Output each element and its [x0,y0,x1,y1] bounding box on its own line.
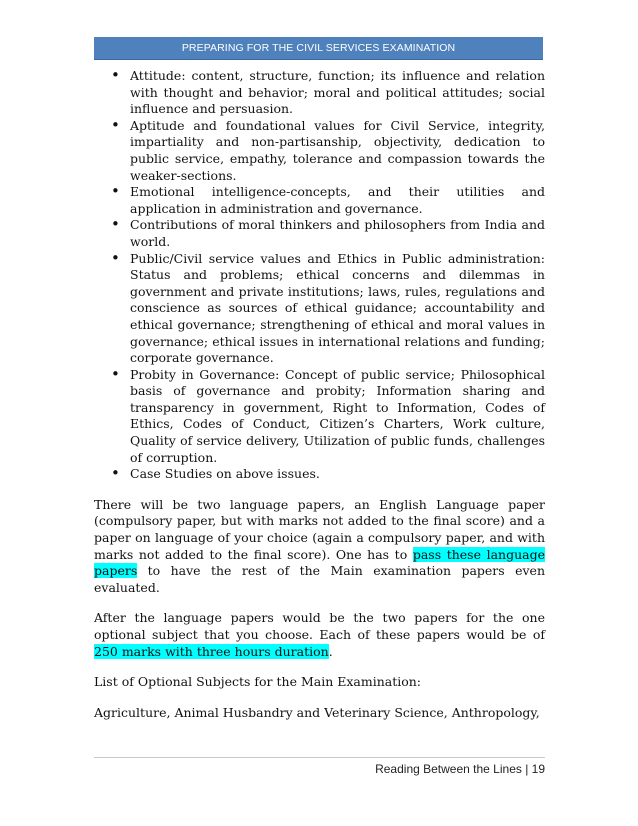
paragraph-text: . [328,643,333,659]
bullet-item: • Emotional intelligence-concepts, and their utilities and application in administration and governance. [94,184,545,217]
page-footer: Reading Between the Lines | 19 [375,762,545,776]
optional-papers-paragraph [94,610,545,660]
language-papers-paragraph [94,497,545,597]
bullet-item: • Public/Civil service values and Ethics in Public administration: Status and problems; ethical concerns and dilemmas in government and private institutions; laws, rules, regulations and conscience as sources of ethical guidance; accountability and ethical governance; strengthening of ethical and moral values in governance; ethical issues in international relations and funding; corporate governance. [94,251,545,367]
optional-subjects-heading: List of Optional Subjects for the Main Examination: [94,674,422,690]
optional-subjects-list: Agriculture, Animal Husbandry and Veterinary Science, Anthropology, [94,704,540,720]
paragraph-text: After the language papers would be the two papers for the one optional subject that you choose. Each of these papers would be of [94,610,545,642]
paragraph-text: There will be two language papers, an English Language paper (compulsory paper, but with marks not added to the final score) and a paper on language of your choice (again a compulsory paper, and with marks not added to the final score). One has to [94,496,545,562]
bullet-item: • Attitude: content, structure, function; its influence and relation with thought and behavior; moral and political attitudes; social influence and persuasion. [94,68,545,118]
syllabus-bullet-list [94,68,545,483]
bullet-item: • Contributions of moral thinkers and philosophers from India and world. [94,217,545,250]
page-header [94,37,543,60]
highlighted-text: 250 marks with three hours duration [94,643,329,659]
bullet-item: • Aptitude and foundational values for Civil Service, integrity, impartiality and non-partisanship, objectivity, dedication to public service, empathy, tolerance and compassion towards the weaker-sections. [94,118,545,184]
header-title: PREPARING FOR THE CIVIL SERVICES EXAMINATION [181,42,456,54]
bullet-item: • Probity in Governance: Concept of public service; Philosophical basis of governance and probity; Information sharing and transparency in government, Right to Information, Codes of Ethics, Codes of Conduct, Citizen’s Charters, Work culture, Quality of service delivery, Utilization of public funds, challenges of corruption. [94,367,545,467]
highlighted-text: pass these language papers [94,546,545,579]
page-content [94,68,545,721]
bullet-item: • Case Studies on above issues. [94,466,545,483]
paragraph-text: to have the rest of the Main examination papers even evaluated. [94,563,545,595]
footer-divider [94,757,545,758]
